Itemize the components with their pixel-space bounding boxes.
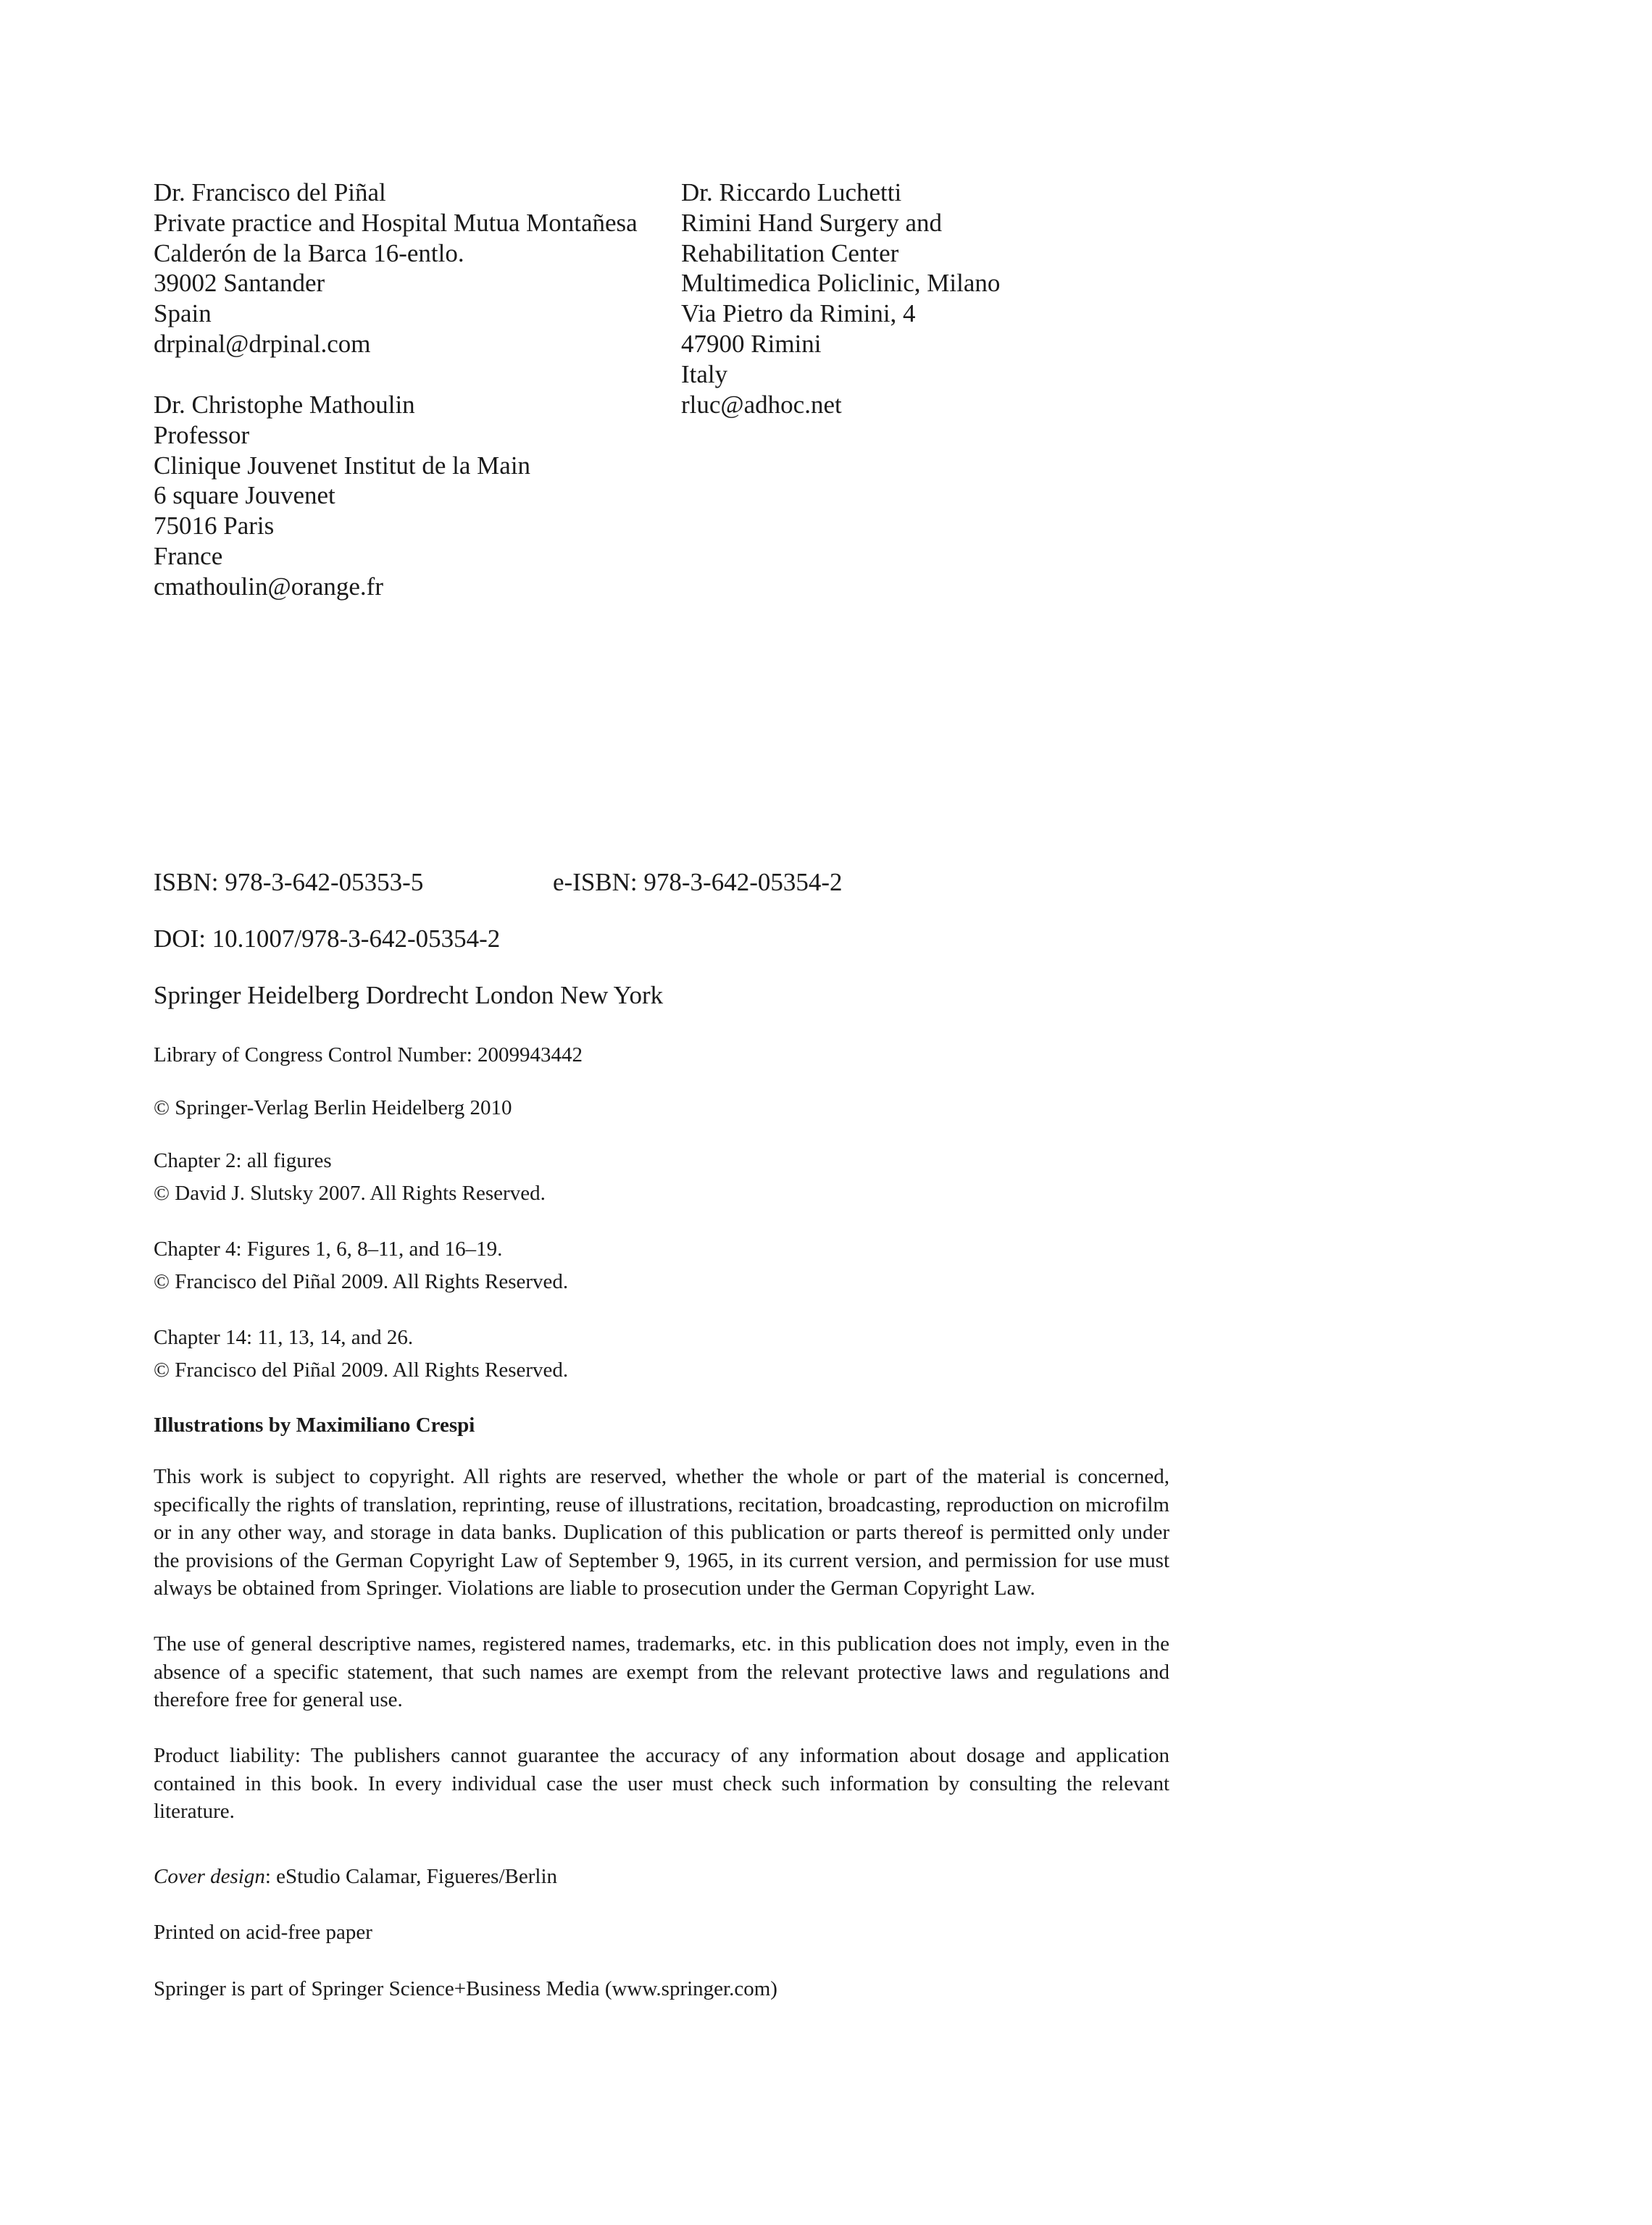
author-street: 6 square Jouvenet (154, 481, 335, 510)
author-name: Dr. Christophe Mathoulin (154, 391, 415, 419)
author-affiliation: Private practice and Hospital Mutua Montañesa (154, 208, 638, 237)
springer-part-note: Springer is part of Springer Science+Business Media (www.springer.com) (154, 1977, 777, 2000)
copyright-line: © Springer-Verlag Berlin Heidelberg 2010 (154, 1096, 512, 1119)
credit-chapter-2 (154, 1146, 546, 1208)
cover-design-label: Cover design (154, 1865, 265, 1888)
author-country: Italy (681, 359, 728, 388)
author-email: cmathoulin@orange.fr (154, 572, 383, 601)
credit-copyright: © Francisco del Piñal 2009. All Rights Reserved. (154, 1270, 569, 1293)
author-block-mathoulin (154, 390, 530, 602)
author-affiliation-3: Multimedica Policlinic, Milano (681, 269, 1001, 298)
cover-design (154, 1862, 557, 1891)
author-city: 47900 Rimini (681, 329, 822, 358)
printed-note: Printed on acid-free paper (154, 1921, 372, 1944)
author-affiliation-2: Rehabilitation Center (681, 238, 899, 267)
credit-line: Chapter 14: 11, 13, 14, and 26. (154, 1326, 414, 1349)
author-street: Via Pietro da Rimini, 4 (681, 299, 916, 328)
author-name: Dr. Francisco del Piñal (154, 178, 386, 206)
lccn: Library of Congress Control Number: 2009943442 (154, 1043, 583, 1066)
credit-chapter-4 (154, 1235, 568, 1296)
author-country: France (154, 541, 223, 570)
author-block-del-pinal (154, 178, 638, 359)
author-affiliation: Clinique Jouvenet Institut de la Main (154, 451, 531, 480)
cover-design-value: : eStudio Calamar, Figueres/Berlin (264, 1865, 557, 1888)
author-affiliation-1: Rimini Hand Surgery and (681, 208, 943, 237)
author-email: rluc@adhoc.net (681, 390, 842, 419)
author-title: Professor (154, 420, 250, 449)
trademarks-paragraph: The use of general descriptive names, registered names, trademarks, etc. in this publication does not imply, even in the absence of a specific statement, that such names are exempt from the relevant protective laws and regulations and therefore free for general use. (154, 1632, 1169, 1711)
doi: DOI: 10.1007/978-3-642-05354-2 (154, 924, 501, 953)
publisher-locations: Springer Heidelberg Dordrecht London New York (154, 981, 664, 1009)
isbn: ISBN: 978-3-642-05353-5 (154, 868, 424, 896)
credit-chapter-14 (154, 1323, 568, 1385)
author-email: drpinal@drpinal.com (154, 329, 371, 358)
author-city: 39002 Santander (154, 269, 325, 298)
copyright-paragraph: This work is subject to copyright. All rights are reserved, whether the whole or part of the material is concerned, specifically the rights of translation, reprinting, reuse of illustrations, recitation, broadcasting, reproduction on microfilm or in any other way, and storage in data banks. Duplication of this publication or parts thereof is permitted only under the provisions of the German Copyright Law of September 9, 1965, in its current version, and permission for use must always be obtained from Springer. Violations are liable to prosecution under the German Copyright Law. (154, 1465, 1169, 1600)
author-name: Dr. Riccardo Luchetti (681, 178, 902, 206)
credit-copyright: © Francisco del Piñal 2009. All Rights Reserved. (154, 1358, 569, 1382)
author-block-luchetti (681, 178, 1000, 419)
author-street: Calderón de la Barca 16-entlo. (154, 238, 464, 267)
product-liability-paragraph: Product liability: The publishers cannot guarantee the accuracy of any information about dosage and application contained in this book. In every individual case the user must check such information by consulting the relevant literature. (154, 1744, 1169, 1823)
credit-line: Chapter 2: all figures (154, 1149, 332, 1172)
author-city: 75016 Paris (154, 512, 275, 540)
credit-copyright: © David J. Slutsky 2007. All Rights Reserved. (154, 1182, 546, 1205)
illustrations-credit: Illustrations by Maximiliano Crespi (154, 1414, 475, 1437)
author-country: Spain (154, 299, 212, 328)
e-isbn: e-ISBN: 978-3-642-05354-2 (553, 868, 843, 896)
credit-line: Chapter 4: Figures 1, 6, 8–11, and 16–19. (154, 1237, 503, 1261)
